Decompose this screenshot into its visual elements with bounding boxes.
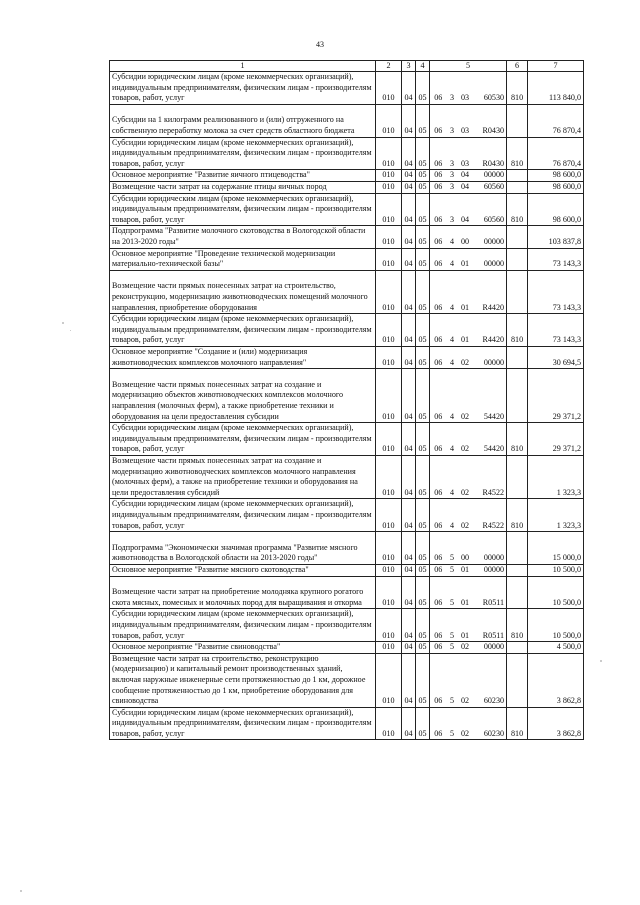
row-name-cell: Возмещение части затрат на строительство, реконструкцию (модернизацию) и капитальный ремонт производственных зданий, включая наружные инженерные сети протяженностью до 1 км, дорожное сообщение протяженностью до 1 км, приобретение оборудования для свиноводства	[110, 653, 376, 707]
activity-code-cell: 02	[458, 642, 473, 654]
amount-cell: 29 371,2	[528, 423, 584, 456]
expense-type-cell: 810	[507, 423, 528, 456]
amount-cell: 1 323,3	[528, 499, 584, 532]
expense-type-cell: 810	[507, 499, 528, 532]
expense-type-cell	[507, 455, 528, 498]
expense-type-cell: 810	[507, 137, 528, 170]
direction-code-cell: R4420	[473, 314, 507, 347]
program-code-cell: 06	[430, 314, 447, 347]
program-code-cell: 06	[430, 104, 447, 137]
row-name-cell: Субсидии юридическим лицам (кроме некоммерческих организаций), индивидуальным предпринимателям, физическим лицам - производителям товаров, работ, услуг	[110, 609, 376, 642]
subsection-code-cell: 05	[416, 270, 430, 313]
program-code-cell: 06	[430, 346, 447, 368]
section-code-cell: 04	[402, 137, 416, 170]
ministry-code-cell: 010	[376, 346, 402, 368]
expense-type-cell	[507, 369, 528, 423]
section-code-cell: 04	[402, 564, 416, 576]
subprogram-code-cell: 4	[447, 346, 458, 368]
section-code-cell: 04	[402, 369, 416, 423]
activity-code-cell: 03	[458, 72, 473, 105]
subprogram-code-cell: 4	[447, 455, 458, 498]
scan-speck	[20, 890, 22, 892]
row-name-cell: Субсидии юридическим лицам (кроме некоммерческих организаций), индивидуальным предпринимателям, физическим лицам - производителям товаров, работ, услуг	[110, 423, 376, 456]
subsection-code-cell: 05	[416, 104, 430, 137]
subsection-code-cell: 05	[416, 137, 430, 170]
activity-code-cell: 02	[458, 653, 473, 707]
subsection-code-cell: 05	[416, 248, 430, 270]
subsection-code-cell: 05	[416, 170, 430, 182]
expense-type-cell	[507, 532, 528, 565]
program-code-cell: 06	[430, 532, 447, 565]
ministry-code-cell: 010	[376, 564, 402, 576]
section-code-cell: 04	[402, 226, 416, 248]
ministry-code-cell: 010	[376, 270, 402, 313]
direction-code-cell: 00000	[473, 248, 507, 270]
ministry-code-cell: 010	[376, 369, 402, 423]
table-row	[110, 609, 584, 642]
expense-type-cell	[507, 564, 528, 576]
section-code-cell: 04	[402, 707, 416, 740]
direction-code-cell: R0511	[473, 576, 507, 609]
program-code-cell: 06	[430, 564, 447, 576]
subprogram-code-cell: 4	[447, 499, 458, 532]
section-code-cell: 04	[402, 270, 416, 313]
amount-cell: 73 143,3	[528, 248, 584, 270]
program-code-cell: 06	[430, 72, 447, 105]
header-cell: 3	[402, 61, 416, 72]
amount-cell: 1 323,3	[528, 455, 584, 498]
subsection-code-cell: 05	[416, 532, 430, 565]
ministry-code-cell: 010	[376, 532, 402, 565]
row-name-cell: Возмещение части прямых понесенных затрат на создание и модернизацию объектов животноводческих комплексов молочного направления (молочных ферм), а также приобретение техники и оборудования на цели предоставления субсидии	[110, 369, 376, 423]
section-code-cell: 04	[402, 642, 416, 654]
table-row	[110, 642, 584, 654]
subprogram-code-cell: 3	[447, 193, 458, 226]
section-code-cell: 04	[402, 181, 416, 193]
table-row	[110, 137, 584, 170]
table-row	[110, 181, 584, 193]
subsection-code-cell: 05	[416, 642, 430, 654]
subprogram-code-cell: 3	[447, 170, 458, 182]
row-name-cell: Подпрограмма "Развитие молочного скотоводства в Вологодской области на 2013-2020 годы"	[110, 226, 376, 248]
expense-type-cell: 810	[507, 72, 528, 105]
direction-code-cell: 54420	[473, 369, 507, 423]
program-code-cell: 06	[430, 226, 447, 248]
expense-type-cell	[507, 270, 528, 313]
subprogram-code-cell: 3	[447, 72, 458, 105]
program-code-cell: 06	[430, 499, 447, 532]
expense-type-cell: 810	[507, 707, 528, 740]
direction-code-cell: R4522	[473, 499, 507, 532]
direction-code-cell: 00000	[473, 642, 507, 654]
expense-type-cell: 810	[507, 609, 528, 642]
table-row	[110, 104, 584, 137]
ministry-code-cell: 010	[376, 72, 402, 105]
subprogram-code-cell: 5	[447, 609, 458, 642]
program-code-cell: 06	[430, 576, 447, 609]
row-name-cell: Основное мероприятие "Проведение технической модернизации материально-технической базы"	[110, 248, 376, 270]
header-cell: 4	[416, 61, 430, 72]
amount-cell: 73 143,3	[528, 314, 584, 347]
activity-code-cell: 02	[458, 369, 473, 423]
direction-code-cell: 00000	[473, 170, 507, 182]
subsection-code-cell: 05	[416, 346, 430, 368]
direction-code-cell: 60530	[473, 72, 507, 105]
row-name-cell: Основное мероприятие "Создание и (или) модернизация животноводческих комплексов молочного направления"	[110, 346, 376, 368]
ministry-code-cell: 010	[376, 170, 402, 182]
amount-cell: 113 840,0	[528, 72, 584, 105]
program-code-cell: 06	[430, 642, 447, 654]
subsection-code-cell: 05	[416, 314, 430, 347]
activity-code-cell: 01	[458, 314, 473, 347]
program-code-cell: 06	[430, 181, 447, 193]
direction-code-cell: 60560	[473, 181, 507, 193]
amount-cell: 98 600,0	[528, 181, 584, 193]
expense-type-cell	[507, 248, 528, 270]
subsection-code-cell: 05	[416, 499, 430, 532]
table-row	[110, 653, 584, 707]
direction-code-cell: 00000	[473, 564, 507, 576]
subsection-code-cell: 05	[416, 653, 430, 707]
expense-type-cell: 810	[507, 193, 528, 226]
program-code-cell: 06	[430, 707, 447, 740]
subsection-code-cell: 05	[416, 609, 430, 642]
activity-code-cell: 01	[458, 609, 473, 642]
table-row	[110, 226, 584, 248]
activity-code-cell: 02	[458, 499, 473, 532]
table-row	[110, 423, 584, 456]
subsection-code-cell: 05	[416, 564, 430, 576]
program-code-cell: 06	[430, 609, 447, 642]
header-cell: 5	[430, 61, 507, 72]
program-code-cell: 06	[430, 270, 447, 313]
table-body	[110, 72, 584, 740]
amount-cell: 10 500,0	[528, 576, 584, 609]
expense-type-cell	[507, 104, 528, 137]
header-row	[110, 61, 584, 72]
subsection-code-cell: 05	[416, 181, 430, 193]
scan-speck	[62, 322, 64, 324]
program-code-cell: 06	[430, 653, 447, 707]
direction-code-cell: 00000	[473, 346, 507, 368]
ministry-code-cell: 010	[376, 248, 402, 270]
expense-type-cell	[507, 226, 528, 248]
subsection-code-cell: 05	[416, 369, 430, 423]
subprogram-code-cell: 3	[447, 181, 458, 193]
activity-code-cell: 00	[458, 532, 473, 565]
amount-cell: 4 500,0	[528, 642, 584, 654]
direction-code-cell: R4420	[473, 270, 507, 313]
header-cell: 7	[528, 61, 584, 72]
amount-cell: 30 694,5	[528, 346, 584, 368]
row-name-cell: Основное мероприятие "Развитие мясного скотоводства"	[110, 564, 376, 576]
subsection-code-cell: 05	[416, 193, 430, 226]
table-row	[110, 193, 584, 226]
program-code-cell: 06	[430, 170, 447, 182]
section-code-cell: 04	[402, 346, 416, 368]
row-name-cell: Возмещение части прямых понесенных затрат на строительство, реконструкцию, модернизацию животноводческих помещений молочного направления, приобретение оборудования	[110, 270, 376, 313]
expense-type-cell	[507, 170, 528, 182]
row-name-cell: Основное мероприятие "Развитие яичного птицеводства"	[110, 170, 376, 182]
subsection-code-cell: 05	[416, 707, 430, 740]
subprogram-code-cell: 4	[447, 314, 458, 347]
subprogram-code-cell: 4	[447, 248, 458, 270]
row-name-cell: Возмещение части затрат на содержание птицы яичных пород	[110, 181, 376, 193]
ministry-code-cell: 010	[376, 181, 402, 193]
direction-code-cell: 60560	[473, 193, 507, 226]
amount-cell: 98 600,0	[528, 170, 584, 182]
section-code-cell: 04	[402, 248, 416, 270]
subsection-code-cell: 05	[416, 423, 430, 456]
subprogram-code-cell: 4	[447, 226, 458, 248]
table-row	[110, 499, 584, 532]
subprogram-code-cell: 5	[447, 642, 458, 654]
table-row	[110, 346, 584, 368]
ministry-code-cell: 010	[376, 137, 402, 170]
ministry-code-cell: 010	[376, 576, 402, 609]
section-code-cell: 04	[402, 455, 416, 498]
amount-cell: 15 000,0	[528, 532, 584, 565]
activity-code-cell: 03	[458, 137, 473, 170]
ministry-code-cell: 010	[376, 104, 402, 137]
table-row	[110, 532, 584, 565]
subsection-code-cell: 05	[416, 576, 430, 609]
section-code-cell: 04	[402, 170, 416, 182]
activity-code-cell: 02	[458, 346, 473, 368]
amount-cell: 10 500,0	[528, 564, 584, 576]
activity-code-cell: 02	[458, 707, 473, 740]
section-code-cell: 04	[402, 193, 416, 226]
subsection-code-cell: 05	[416, 455, 430, 498]
activity-code-cell: 02	[458, 455, 473, 498]
section-code-cell: 04	[402, 576, 416, 609]
table-row	[110, 314, 584, 347]
subprogram-code-cell: 4	[447, 423, 458, 456]
row-name-cell: Возмещение части затрат на приобретение молодняка крупного рогатого скота мясных, помесных и молочных пород для выращивания и откорма	[110, 576, 376, 609]
amount-cell: 76 870,4	[528, 104, 584, 137]
expense-type-cell	[507, 642, 528, 654]
direction-code-cell: 54420	[473, 423, 507, 456]
expense-type-cell: 810	[507, 314, 528, 347]
activity-code-cell: 03	[458, 104, 473, 137]
row-name-cell: Основное мероприятие "Развитие свиноводства"	[110, 642, 376, 654]
subprogram-code-cell: 3	[447, 137, 458, 170]
direction-code-cell: 60230	[473, 707, 507, 740]
activity-code-cell: 04	[458, 193, 473, 226]
program-code-cell: 06	[430, 423, 447, 456]
activity-code-cell: 00	[458, 226, 473, 248]
direction-code-cell: 00000	[473, 532, 507, 565]
ministry-code-cell: 010	[376, 707, 402, 740]
amount-cell: 98 600,0	[528, 193, 584, 226]
ministry-code-cell: 010	[376, 455, 402, 498]
subsection-code-cell: 05	[416, 226, 430, 248]
ministry-code-cell: 010	[376, 193, 402, 226]
direction-code-cell: R0511	[473, 609, 507, 642]
budget-table	[109, 60, 584, 740]
direction-code-cell: R4522	[473, 455, 507, 498]
table-row	[110, 369, 584, 423]
subprogram-code-cell: 5	[447, 532, 458, 565]
ministry-code-cell: 010	[376, 653, 402, 707]
ministry-code-cell: 010	[376, 423, 402, 456]
subprogram-code-cell: 4	[447, 369, 458, 423]
table-row	[110, 248, 584, 270]
section-code-cell: 04	[402, 609, 416, 642]
ministry-code-cell: 010	[376, 314, 402, 347]
header-cell: 6	[507, 61, 528, 72]
row-name-cell: Субсидии юридическим лицам (кроме некоммерческих организаций), индивидуальным предпринимателям, физическим лицам - производителям товаров, работ, услуг	[110, 72, 376, 105]
amount-cell: 73 143,3	[528, 270, 584, 313]
expense-type-cell	[507, 653, 528, 707]
activity-code-cell: 04	[458, 170, 473, 182]
page-number: 43	[316, 40, 324, 49]
table-row	[110, 72, 584, 105]
subprogram-code-cell: 3	[447, 104, 458, 137]
section-code-cell: 04	[402, 423, 416, 456]
ministry-code-cell: 010	[376, 642, 402, 654]
table-row	[110, 576, 584, 609]
activity-code-cell: 04	[458, 181, 473, 193]
table-row	[110, 564, 584, 576]
row-name-cell: Субсидии на 1 килограмм реализованного и (или) отгруженного на собственную переработку молока за счет средств областного бюджета	[110, 104, 376, 137]
activity-code-cell: 01	[458, 576, 473, 609]
ministry-code-cell: 010	[376, 499, 402, 532]
section-code-cell: 04	[402, 499, 416, 532]
ministry-code-cell: 010	[376, 609, 402, 642]
amount-cell: 3 862,8	[528, 707, 584, 740]
scan-speck	[600, 660, 602, 662]
expense-type-cell	[507, 181, 528, 193]
subsection-code-cell: 05	[416, 72, 430, 105]
section-code-cell: 04	[402, 72, 416, 105]
amount-cell: 103 837,8	[528, 226, 584, 248]
activity-code-cell: 02	[458, 423, 473, 456]
row-name-cell: Субсидии юридическим лицам (кроме некоммерческих организаций), индивидуальным предпринимателям, физическим лицам - производителям товаров, работ, услуг	[110, 193, 376, 226]
direction-code-cell: 60230	[473, 653, 507, 707]
section-code-cell: 04	[402, 653, 416, 707]
row-name-cell: Подпрограмма "Экономически значимая программа "Развитие мясного животноводства в Вологодской области на 2013-2020 годы"	[110, 532, 376, 565]
program-code-cell: 06	[430, 455, 447, 498]
row-name-cell: Субсидии юридическим лицам (кроме некоммерческих организаций), индивидуальным предпринимателям, физическим лицам - производителям товаров, работ, услуг	[110, 707, 376, 740]
row-name-cell: Субсидии юридическим лицам (кроме некоммерческих организаций), индивидуальным предпринимателям, физическим лицам - производителям товаров, работ, услуг	[110, 137, 376, 170]
direction-code-cell: R0430	[473, 137, 507, 170]
subprogram-code-cell: 5	[447, 707, 458, 740]
program-code-cell: 06	[430, 248, 447, 270]
activity-code-cell: 01	[458, 564, 473, 576]
program-code-cell: 06	[430, 193, 447, 226]
amount-cell: 10 500,0	[528, 609, 584, 642]
activity-code-cell: 01	[458, 248, 473, 270]
row-name-cell: Субсидии юридическим лицам (кроме некоммерческих организаций), индивидуальным предпринимателям, физическим лицам - производителям товаров, работ, услуг	[110, 499, 376, 532]
amount-cell: 3 862,8	[528, 653, 584, 707]
scan-speck	[70, 330, 71, 331]
subprogram-code-cell: 4	[447, 270, 458, 313]
header-cell: 1	[110, 61, 376, 72]
table-row	[110, 707, 584, 740]
subprogram-code-cell: 5	[447, 653, 458, 707]
row-name-cell: Возмещение части прямых понесенных затрат на создание и модернизацию животноводческих комплексов молочного направления (молочных ферм), а также на приобретение техники и оборудования на цели предоставления субсидий	[110, 455, 376, 498]
ministry-code-cell: 010	[376, 226, 402, 248]
header-cell: 2	[376, 61, 402, 72]
direction-code-cell: R0430	[473, 104, 507, 137]
amount-cell: 76 870,4	[528, 137, 584, 170]
amount-cell: 29 371,2	[528, 369, 584, 423]
program-code-cell: 06	[430, 137, 447, 170]
expense-type-cell	[507, 576, 528, 609]
section-code-cell: 04	[402, 104, 416, 137]
subprogram-code-cell: 5	[447, 576, 458, 609]
activity-code-cell: 01	[458, 270, 473, 313]
row-name-cell: Субсидии юридическим лицам (кроме некоммерческих организаций), индивидуальным предпринимателям, физическим лицам - производителям товаров, работ, услуг	[110, 314, 376, 347]
program-code-cell: 06	[430, 369, 447, 423]
table-row	[110, 455, 584, 498]
table-row	[110, 170, 584, 182]
subprogram-code-cell: 5	[447, 564, 458, 576]
expense-type-cell	[507, 346, 528, 368]
table-row	[110, 270, 584, 313]
direction-code-cell: 00000	[473, 226, 507, 248]
section-code-cell: 04	[402, 532, 416, 565]
section-code-cell: 04	[402, 314, 416, 347]
